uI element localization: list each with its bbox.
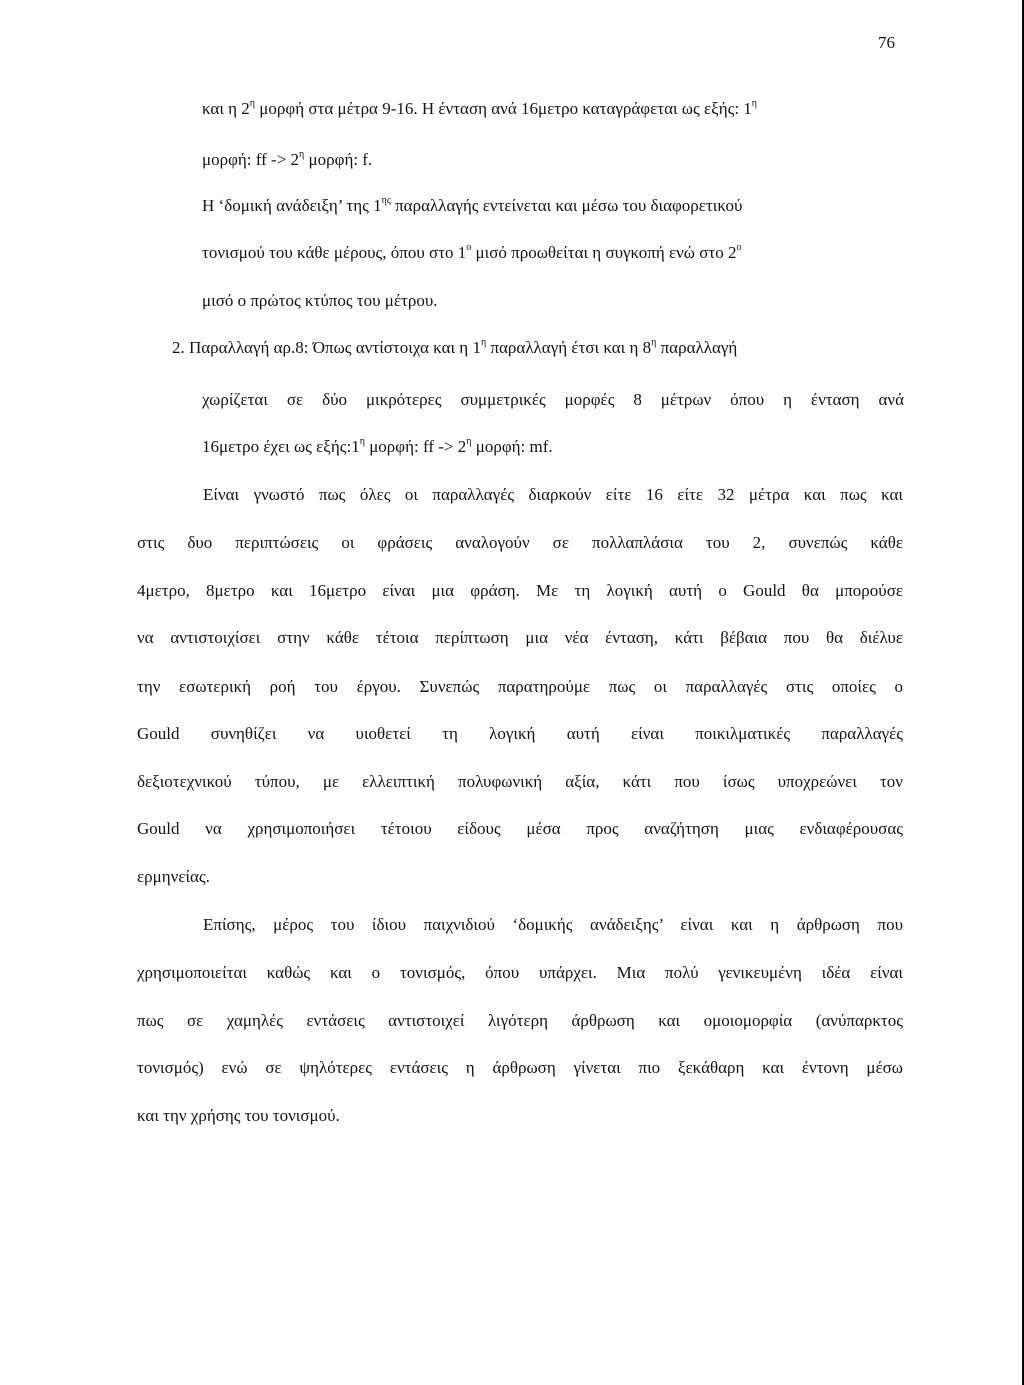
superscript: ο bbox=[466, 242, 472, 254]
text-segment: 16μετρο έχει ως εξής:1 bbox=[202, 437, 360, 456]
text-segment: 4μετρο, 8μετρο και 16μετρο είναι μια φράση. Με τη λογική αυτή ο Gould θα μπορούσε bbox=[137, 581, 903, 600]
text-segment: πως σε χαμηλές εντάσεις αντιστοιχεί λιγότερη άρθρωση και ομοιομορφία (ανύπαρκτος bbox=[137, 1011, 903, 1030]
text-line bbox=[137, 532, 903, 554]
superscript: ης bbox=[381, 195, 391, 207]
text-segment: και η 2 bbox=[202, 99, 250, 118]
superscript: η bbox=[466, 436, 472, 448]
text-segment: μορφή: mf. bbox=[471, 437, 553, 456]
text-line bbox=[203, 914, 903, 936]
text-segment: στις δυο περιπτώσεις οι φράσεις αναλογούν σε πολλαπλάσια του 2, συνεπώς κάθε bbox=[137, 533, 903, 552]
text-segment: 2. Παραλλαγή αρ.8: Όπως αντίστοιχα και η 1 bbox=[172, 338, 481, 357]
superscript: η bbox=[249, 98, 256, 110]
text-segment: παραλλαγής εντείνεται και μέσω του διαφορετικού bbox=[390, 196, 743, 215]
text-segment: Η ‘δομική ανάδειξη’ της 1 bbox=[202, 196, 382, 215]
text-segment: Είναι γνωστό πως όλες οι παραλλαγές διαρκούν είτε 16 είτε 32 μέτρα και πως και bbox=[203, 485, 903, 504]
text-segment: τονισμός) ενώ σε ψηλότερες εντάσεις η άρθρωση γίνεται πιο ξεκάθαρη και έντονη μέσω bbox=[137, 1058, 903, 1077]
superscript: η bbox=[359, 436, 365, 448]
text-line bbox=[137, 1010, 903, 1032]
text-segment: μορφή: ff -> 2 bbox=[364, 437, 467, 456]
page-number: 76 bbox=[878, 33, 895, 52]
text-line bbox=[202, 242, 741, 264]
text-line bbox=[137, 866, 210, 888]
text-segment: ερμηνείας. bbox=[137, 867, 210, 886]
text-line bbox=[137, 723, 903, 745]
text-segment: χωρίζεται σε δύο μικρότερες συμμετρικές μορφές 8 μέτρων όπου η ένταση ανά bbox=[202, 390, 904, 409]
text-segment: τονισμού του κάθε μέρους, όπου στο 1 bbox=[202, 243, 467, 262]
text-line bbox=[202, 436, 553, 458]
text-segment: δεξιοτεχνικού τύπου, με ελλειπτική πολυφωνική αξία, κάτι που ίσως υποχρεώνει τον bbox=[137, 772, 903, 791]
text-segment: την εσωτερική ροή του έργου. Συνεπώς παρατηρούμε πως οι παραλλαγές στις οποίες ο bbox=[137, 677, 903, 696]
superscript: η bbox=[480, 337, 487, 349]
text-line bbox=[137, 580, 903, 602]
text-line bbox=[137, 676, 903, 698]
text-line bbox=[202, 149, 372, 171]
text-segment: παραλλαγή έτσι και η 8 bbox=[486, 338, 652, 357]
text-segment: χρησιμοποιείται καθώς και ο τονισμός, όπου υπάρχει. Μια πολύ γενικευμένη ιδέα είναι bbox=[137, 963, 903, 982]
superscript: ο bbox=[736, 242, 742, 254]
text-line bbox=[137, 1105, 340, 1127]
list-item-line bbox=[172, 337, 737, 359]
text-line bbox=[203, 484, 903, 506]
text-line bbox=[137, 627, 903, 649]
superscript: η bbox=[299, 149, 305, 161]
text-segment: μορφή: f. bbox=[304, 150, 373, 169]
text-segment: μισό προωθείται η συγκοπή ενώ στο 2 bbox=[471, 243, 737, 262]
text-line bbox=[137, 1057, 903, 1079]
text-line bbox=[202, 195, 742, 217]
text-segment: Gould να χρησιμοποιήσει τέτοιου είδους μέσα προς αναζήτηση μιας ενδιαφέρουσας bbox=[137, 819, 903, 838]
text-segment: και την χρήσης του τονισμού. bbox=[137, 1106, 340, 1125]
superscript: η bbox=[651, 337, 657, 349]
text-line bbox=[202, 290, 438, 312]
text-segment: Επίσης, μέρος του ίδιου παιχνιδιού ‘δομικής ανάδειξης’ είναι και η άρθρωση που bbox=[203, 915, 903, 934]
text-line bbox=[202, 98, 757, 120]
text-line bbox=[137, 962, 903, 984]
text-line bbox=[202, 389, 904, 411]
text-segment: μορφή: ff -> 2 bbox=[202, 150, 300, 169]
text-line bbox=[137, 818, 903, 840]
text-segment: να αντιστοιχίσει στην κάθε τέτοια περίπτωση μια νέα ένταση, κάτι βέβαια που θα διέλυε bbox=[137, 628, 903, 647]
superscript: η bbox=[751, 98, 758, 110]
text-segment: μισό ο πρώτος κτύπος του μέτρου. bbox=[202, 291, 438, 310]
text-segment: Gould συνηθίζει να υιοθετεί τη λογική αυτή είναι ποικιλματικές παραλλαγές bbox=[137, 724, 903, 743]
text-line bbox=[137, 771, 903, 793]
text-segment: μορφή στα μέτρα 9-16. Η ένταση ανά 16μετρο καταγράφεται ως εξής: 1 bbox=[255, 99, 752, 118]
text-segment: παραλλαγή bbox=[656, 338, 738, 357]
